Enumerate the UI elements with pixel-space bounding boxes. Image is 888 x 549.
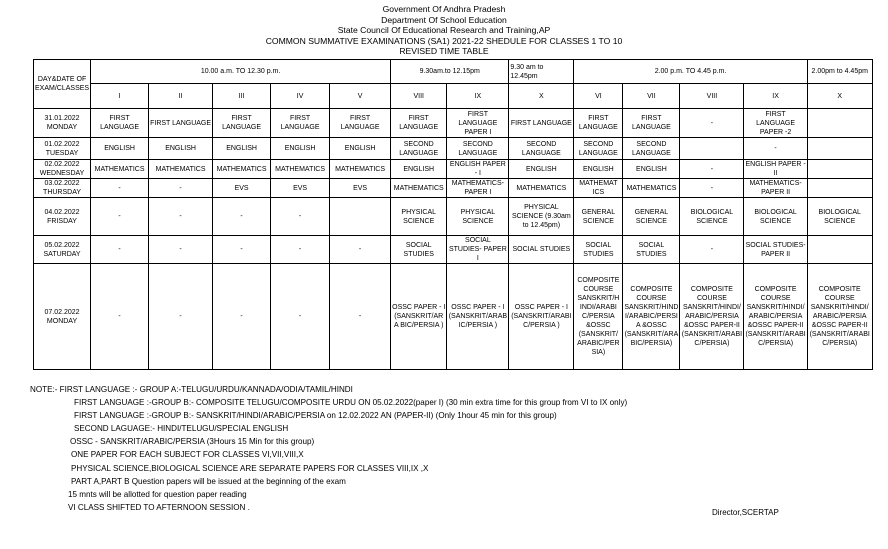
subject-cell: - <box>213 236 271 264</box>
header-corner: DAY&DATE OF EXAM/CLASSES <box>34 60 91 109</box>
time-slot-x-afternoon: 2.00pm to 4.45pm <box>807 60 872 84</box>
subject-cell: COMPOSITE COURSE SANSKRIT/H INDI/ARABI C/PERSIA &OSSC (SANSKRIT/ ARABIC/PER SIA) <box>574 264 623 370</box>
subject-cell: FIRST LANGUAGE PAPER -2 <box>744 109 807 138</box>
table-row <box>34 198 873 236</box>
subject-cell <box>680 138 744 160</box>
subject-cell: ENGLISH <box>623 160 680 179</box>
subject-cell: SOCIAL STUDIES <box>623 236 680 264</box>
subject-cell: PHYSICAL SCIENCE <box>447 198 509 236</box>
subject-cell <box>807 236 872 264</box>
table-row <box>34 138 873 160</box>
subject-cell: SECOND LANGUAGE <box>447 138 509 160</box>
subject-cell: OSSC PAPER - I (SANSKRIT/ARA BIC/PERSIA ) <box>391 264 447 370</box>
subject-cell: - <box>213 198 271 236</box>
note-line: NOTE:- FIRST LANGUAGE :- GROUP A:-TELUGU/URDU/KANNADA/ODIA/TAMIL/HINDI <box>30 385 353 394</box>
subject-cell <box>807 160 872 179</box>
class-header: VI <box>574 84 623 109</box>
subject-cell: - <box>91 264 149 370</box>
subject-cell: MATHEMATICS <box>271 160 330 179</box>
subject-cell <box>807 138 872 160</box>
subject-cell: SECOND LANGUAGE <box>391 138 447 160</box>
date-cell: 07.02.2022 MONDAY <box>34 264 91 370</box>
subject-cell: PHYSICAL SCIENCE (9.30am to 12.45pm) <box>509 198 574 236</box>
date-cell: 04.02.2022 FRISDAY <box>34 198 91 236</box>
date-cell: 02.02.2022 WEDNESDAY <box>34 160 91 179</box>
subject-cell: MATHEMAT ICS <box>574 179 623 198</box>
note-line: PART A,PART B Question papers will be issued at the beginning of the exam <box>71 476 346 486</box>
subject-cell: FIRST LANGUAGE <box>213 109 271 138</box>
director-signature: Director,SCERTAP <box>712 508 779 517</box>
subject-cell: - <box>91 236 149 264</box>
subject-cell: - <box>271 198 330 236</box>
subject-cell <box>330 198 391 236</box>
subject-cell: COMPOSITE COURSE SANSKRIT/HIND I/ARABIC/PERSI A &OSSC (SANSKRIT/ARA BIC/PERSIA) <box>623 264 680 370</box>
subject-cell: COMPOSITE COURSE SANSKRIT/HINDI/ ARABIC/PERSIA &OSSC PAPER-II (SANSKRIT/ARABI C/PERSIA) <box>744 264 807 370</box>
subject-cell: - <box>680 109 744 138</box>
subject-cell: - <box>91 198 149 236</box>
table-row <box>34 264 873 370</box>
table-row <box>34 236 873 264</box>
subject-cell: FIRST LANGUAGE <box>91 109 149 138</box>
subject-cell: BIOLOGICAL SCIENCE <box>807 198 872 236</box>
date-cell: 01.02.2022 TUESDAY <box>34 138 91 160</box>
subject-cell: - <box>271 236 330 264</box>
subject-cell: - <box>149 236 213 264</box>
subject-cell: ENGLISH <box>271 138 330 160</box>
subject-cell: COMPOSITE COURSE SANSKRIT/HINDI/ ARABIC/PERSIA &OSSC PAPER-II (SANSKRIT/ARABI C/PERSIA) <box>807 264 872 370</box>
subject-cell <box>807 109 872 138</box>
subject-cell: - <box>330 236 391 264</box>
subject-cell: GENERAL SCIENCE <box>574 198 623 236</box>
subject-cell: MATHEMATICS <box>391 179 447 198</box>
subject-cell: ENGLISH PAPER - I <box>447 160 509 179</box>
subject-cell: OSSC PAPER - I (SANSKRIT/ARABI C/PERSIA ) <box>509 264 574 370</box>
subject-cell: OSSC PAPER - I (SANSKRIT/ARAB IC/PERSIA ) <box>447 264 509 370</box>
subject-cell: FIRST LANGUAGE <box>574 109 623 138</box>
subject-cell: SECOND LANGUAGE <box>574 138 623 160</box>
document-header <box>0 4 888 57</box>
note-line: FIRST LANGUAGE :-GROUP B:- SANSKRIT/HINDI/ARABIC/PERSIA on 12.02.2022 AN (PAPER-II) (Only 1hour 45 min for this group) <box>74 411 557 421</box>
subject-cell: SOCIAL STUDIES- PAPER I <box>447 236 509 264</box>
subject-cell: - <box>680 179 744 198</box>
subject-cell: ENGLISH <box>91 138 149 160</box>
header-revised: REVISED TIME TABLE <box>399 46 489 56</box>
subject-cell: EVS <box>330 179 391 198</box>
subject-cell: - <box>149 198 213 236</box>
subject-cell: ENGLISH <box>149 138 213 160</box>
subject-cell: MATHEMATICS <box>213 160 271 179</box>
subject-cell: ENGLISH <box>391 160 447 179</box>
subject-cell: MATHEMATICS- PAPER II <box>744 179 807 198</box>
subject-cell: ENGLISH PAPER - II <box>745 161 806 177</box>
subject-cell: ENGLISH <box>330 138 391 160</box>
subject-cell: FIRST LANGUAGE <box>509 109 574 138</box>
timetable <box>33 59 873 370</box>
subject-cell: FIRST LANGUAGE <box>623 109 680 138</box>
subject-cell <box>807 179 872 198</box>
subject-cell: SOCIAL STUDIES <box>574 236 623 264</box>
time-slot-x: 9.30 am to 12.45pm <box>509 60 574 84</box>
subject-cell: - <box>744 138 807 160</box>
header-council: State Council Of Educational Research and Training,AP <box>337 25 551 35</box>
subject-cell: FIRST LANGUAGE <box>391 109 447 138</box>
subject-cell: SOCIAL STUDIES <box>391 236 447 264</box>
date-cell: 03.02.2022 THURSDAY <box>34 179 91 198</box>
class-header: X <box>807 84 872 109</box>
time-slot-afternoon: 2.00 p.m. TO 4.45 p.m. <box>574 60 807 84</box>
subject-cell: ENGLISH <box>509 160 574 179</box>
subject-cell: SECOND LANGUAGE <box>623 138 680 160</box>
note-line: SECOND LAGUAGE:- HINDI/TELUGU/SPECIAL ENGLISH <box>74 424 289 434</box>
class-header: VII <box>623 84 680 109</box>
note-line: FIRST LANGUAGE :-GROUP B:- COMPOSITE TELUGU/COMPOSITE URDU ON 05.02.2022(paper I) (30 min extra time for this group from VI to IX only) <box>74 398 628 408</box>
header-department: Department Of School Education <box>381 14 507 25</box>
subject-cell: SOCIAL STUDIES <box>509 236 574 264</box>
class-header: IV <box>271 84 330 109</box>
subject-cell: MATHEMATICS <box>623 179 680 198</box>
class-header: V <box>330 84 391 109</box>
class-header: IX <box>447 84 509 109</box>
subject-cell: MATHEMATICS <box>149 160 213 179</box>
class-header: VIII <box>391 84 447 109</box>
class-header: III <box>213 84 271 109</box>
time-slot-viii-ix: 9.30am.to 12.15pm <box>391 60 509 84</box>
table-row <box>34 160 873 179</box>
subject-cell: GENERAL SCIENCE <box>623 198 680 236</box>
table-row <box>34 179 873 198</box>
subject-cell: - <box>271 264 330 370</box>
class-header: II <box>149 84 213 109</box>
subject-cell: - <box>330 264 391 370</box>
subject-cell: - <box>213 264 271 370</box>
time-slot-primary: 10.00 a.m. TO 12.30 p.m. <box>91 60 391 84</box>
note-line: PHYSICAL SCIENCE,BIOLOGICAL SCIENCE ARE SEPARATE PAPERS FOR CLASSES VIII,IX ,X <box>71 463 429 473</box>
subject-cell: - <box>680 160 744 179</box>
subject-cell: SECOND LANGUAGE <box>509 138 574 160</box>
subject-cell: EVS <box>271 179 330 198</box>
note-line: 15 mnts will be allotted for question paper reading <box>68 489 247 499</box>
table-row <box>34 109 873 138</box>
subject-cell: FIRST LANGUAGE PAPER I <box>447 109 509 138</box>
subject-cell: MATHEMATICS <box>509 179 574 198</box>
subject-cell: SOCIAL STUDIES- PAPER II <box>744 236 807 264</box>
subject-cell: - <box>680 236 744 264</box>
subject-cell: MATHEMATICS <box>91 160 149 179</box>
subject-cell: BIOLOGICAL SCIENCE <box>744 198 807 236</box>
date-cell: 31.01.2022 MONDAY <box>34 109 91 138</box>
notes-section <box>30 383 627 514</box>
subject-cell: EVS <box>213 179 271 198</box>
subject-cell: - <box>149 179 213 198</box>
subject-cell: COMPOSITE COURSE SANSKRIT/HINDI/ ARABIC/PERSIA &OSSC PAPER-II (SANSKRIT/ARABI C/PERSIA) <box>680 264 744 370</box>
class-header: I <box>91 84 149 109</box>
date-cell: 05.02.2022 SATURDAY <box>34 236 91 264</box>
subject-cell: - <box>149 264 213 370</box>
subject-cell: FIRST LANGUAGE <box>330 109 391 138</box>
subject-cell: MATHEMATICS <box>330 160 391 179</box>
note-line: ONE PAPER FOR EACH SUBJECT FOR CLASSES VI,VII,VIII,X <box>71 450 304 460</box>
header-exam-title: COMMON SUMMATIVE EXAMINATIONS (SA1) 2021-22 SHEDULE FOR CLASSES 1 TO 10 <box>265 35 623 46</box>
subject-cell: FIRST LANGUAGE <box>271 109 330 138</box>
subject-cell: MATHEMATICS- PAPER I <box>447 179 509 198</box>
subject-cell: ENGLISH <box>213 138 271 160</box>
class-header: IX <box>744 84 807 109</box>
subject-cell: FIRST LANGUAGE <box>149 109 213 138</box>
class-header: VIII <box>680 84 744 109</box>
note-line: VI CLASS SHIFTED TO AFTERNOON SESSION . <box>68 502 250 512</box>
class-header: X <box>509 84 574 109</box>
header-government: Government Of Andhra Pradesh <box>382 4 506 14</box>
subject-cell: ENGLISH <box>574 160 623 179</box>
note-line: OSSC - SANSKRIT/ARABIC/PERSIA (3Hours 15 Min for this group) <box>70 437 315 447</box>
subject-cell: - <box>91 179 149 198</box>
subject-cell: BIOLOGICAL SCIENCE <box>680 198 744 236</box>
subject-cell: PHYSICAL SCIENCE <box>391 198 447 236</box>
